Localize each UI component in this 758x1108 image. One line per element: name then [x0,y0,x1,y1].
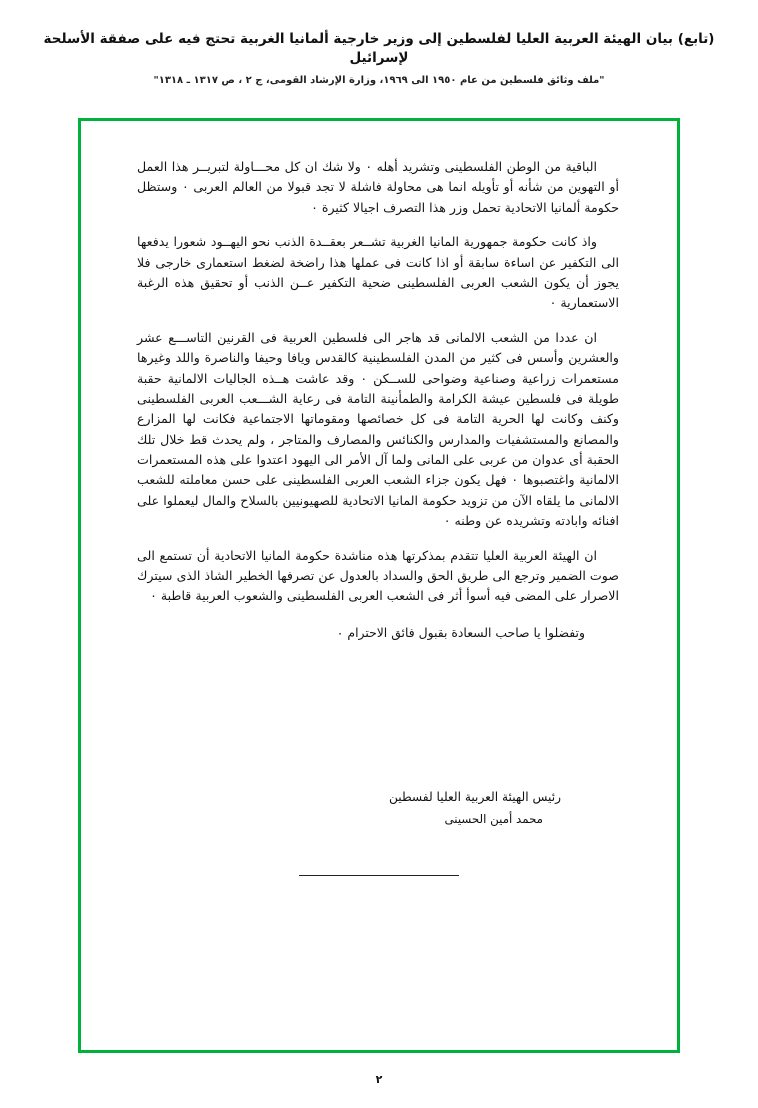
page-number: ٢ [375,1073,383,1086]
paragraph-3: ان عددا من الشعب الالمانى قد هاجر الى فلسطين العربية فى القرنين التاســـع عشر والعشرين وأسس فى كثير من المدن الفلسطينية كالقدس ويافا وحيفا والناصرة واللد وغيرها مستعمرات زراعية وصناعية وضواحى للســكن ٠ وقد عاشت هــذه الجاليات الالمانية حقبة طويلة فى فلسطين عيشة الكرامة والطمأنينة التامة فى رعاية الشـــعب العربى الفلسطينى وكنف وكانت لها الحرية التامة فى كل خصائصها ومقوماتها الاجتماعية فكانت لها المزارع والمصانع والمستشفيات والمدارس والكنائس والمصارف والمتاجر ، ولم يحدث قط خلال تلك الحقبة أى عدوان من عربى على المانى ولما آل الأمر الى اليهود اعتدوا على هذه المستعمرات الالمانية واغتصبوها ٠ فهل يكون جزاء الشعب العربى الفلسطينى على حسن معاملته للشعب الالمانى ما يلقاه الآن من تزويد حكومة المانيا الاتحادية للصهيونيين بالسلاح والمال ليعملوا على افنائه وابادته وتشريده عن وطنه ٠ [137,329,620,529]
signature-title: رئيس الهيئة العربية العليا لفسطين [388,790,561,804]
page-title: (تابع) بيان الهيئة العربية العليا لفلسطين إلى وزير خارجية ألمانيا الغربية تحتج فيه على صفقة الأسلحة لإسرائيل [43,31,715,66]
horizontal-rule [81,861,677,880]
document-page [0,30,758,1108]
paragraph-1: الباقية من الوطن الفلسطينى وتشريد أهله ٠ ولا شك ان كل محـــاولة لتبريــر هذا العمل أو التهوين من شأنه أو تأويله انما هى محاولة فاشلة لا تجد قبولا من العالم العربى ٠ وستظل حكومة ألمانيا الاتحادية تحمل وزر هذا التصرف اجيالا كثيرة ٠ [137,159,619,215]
paragraph-4: ان الهيئة العربية العليا تتقدم بمذكرتها هذه مناشدة حكومة المانيا الاتحادية أن تستمع الى صوت الضمير وترجع الى طريق الحق والسداد بالعدول عن تصرفها الخطير الشاذ الذى سيترك الاصرار على المضى فيه أسوأ أثر فى الشعب العربى الفلسطينى والشعوب العربية قاطبة ٠ [137,547,619,604]
green-border-frame [78,118,680,1053]
signature-name: محمد أمين الحسينى [444,811,543,826]
paragraph-2: واذ كانت حكومة جمهورية المانيا الغربية تشــعر بعقــدة الذنب نحو اليهــود شعورا يدفعها الى التكفير عن اساءة سابقة أو اذا كانت فى عملها هذا راضخة لضغط استعمارى خارجى فلا يجوز أن يكون الشعب العربى الفلسطينى ضحية التكفير عــن الذنب أو تحقيق هذه الرغبة الاستعمارية ٠ [137,234,619,311]
closing-line: وتفضلوا يا صاحب السعادة بقبول فائق الاحترام ٠ [336,624,585,640]
document-body [137,157,619,643]
rule-line [299,875,459,876]
signature-block [137,787,619,830]
document-header [0,30,758,86]
source-citation: "ملف وثائق فلسطين من عام ١٩٥٠ الى ١٩٦٩، وزارة الإرشاد القومى، ج ٢ ، ص ١٣١٧ ـ ١٣١٨" [153,74,605,86]
